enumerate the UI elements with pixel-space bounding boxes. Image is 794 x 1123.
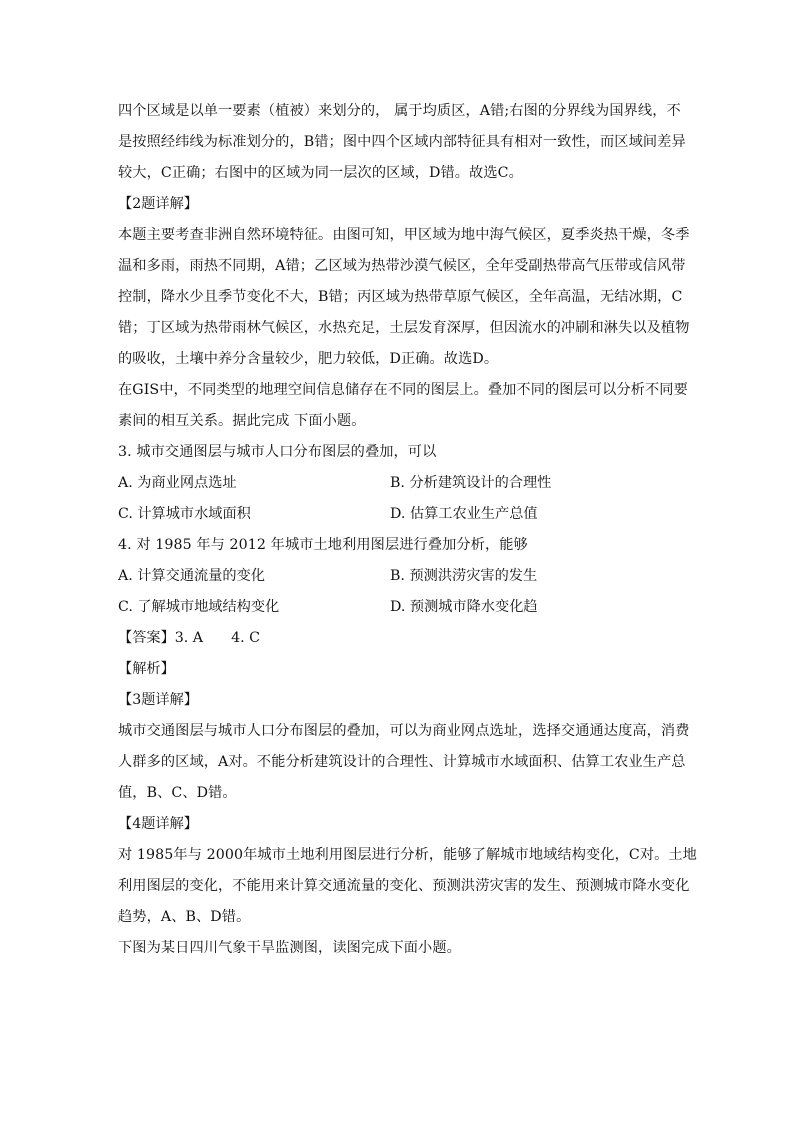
heading-q3-detail: 【3题详解】 bbox=[118, 692, 198, 708]
option-d: D. 预测城市降水变化趋 bbox=[390, 599, 538, 615]
text-line: 温和多雨，雨热不同期，A错；乙区域为热带沙漠气候区，全年受副热带高气压带或信风带 bbox=[118, 258, 686, 274]
option-c: C. 计算城市水域面积 bbox=[118, 506, 251, 522]
text-line: 错；丁区域为热带雨林气候区，水热充足，土层发育深厚，但因流水的冲刷和淋失以及植物 bbox=[118, 320, 690, 336]
text-line: 控制，降水少且季节变化不大，B错；丙区域为热带草原气候区，全年高温，无结冰期，C bbox=[118, 289, 683, 305]
option-a: A. 计算交通流量的变化 bbox=[118, 568, 265, 584]
text-line: 在GIS中，不同类型的地理空间信息储存在不同的图层上。叠加不同的图层可以分析不同要 bbox=[118, 382, 688, 398]
text-line: 趋势，A、B、D错。 bbox=[118, 909, 251, 925]
text-line: 人群多的区域，A对。不能分析建筑设计的合理性、计算城市水域面积、估算工农业生产总 bbox=[118, 754, 686, 770]
document-page bbox=[118, 96, 697, 964]
question-4-options-row bbox=[118, 592, 680, 623]
text-line: 对 1985年与 2000年城市土地利用图层进行分析，能够了解城市地域结构变化，C对。土地 bbox=[118, 847, 697, 863]
question-3-stem: 3. 城市交通图层与城市人口分布图层的叠加，可以 bbox=[118, 444, 437, 460]
answer-3: 3. A bbox=[174, 630, 204, 646]
paragraph-drought-map-intro bbox=[118, 933, 680, 964]
text-line: 的吸收，土壤中养分含量较少，肥力较低，D正确。故选D。 bbox=[118, 351, 499, 367]
text-line: 素间的相互关系。据此完成 下面小题。 bbox=[118, 413, 366, 429]
paragraph-q2-explanation bbox=[118, 220, 690, 375]
paragraph-q3-explanation bbox=[118, 716, 690, 809]
text-line: 值，B、C、D错。 bbox=[118, 785, 237, 801]
paragraph-q4-explanation bbox=[118, 840, 697, 933]
answer-label: 【答案】 bbox=[118, 630, 175, 646]
heading-analysis: 【解析】 bbox=[118, 661, 175, 677]
option-b: B. 分析建筑设计的合理性 bbox=[390, 475, 552, 491]
option-b: B. 预测洪涝灾害的发生 bbox=[390, 568, 538, 584]
text-line: 下图为某日四川气象干旱监测图，读图完成下面小题。 bbox=[118, 940, 461, 956]
paragraph-gis-intro bbox=[118, 375, 688, 437]
text-line: 较大，C正确；右图中的区域为同一层次的区域，D错。故选C。 bbox=[118, 165, 523, 181]
question-4-stem: 4. 对 1985 年与 2012 年城市土地利用图层进行叠加分析，能够 bbox=[118, 537, 528, 553]
answer-line bbox=[118, 623, 680, 654]
question-4-options-row bbox=[118, 561, 680, 592]
option-c: C. 了解城市地域结构变化 bbox=[118, 599, 280, 615]
text-line: 城市交通图层与城市人口分布图层的叠加，可以为商业网点选址，选择交通通达度高，消费 bbox=[118, 723, 690, 739]
option-d: D. 估算工农业生产总值 bbox=[390, 506, 538, 522]
heading-q4-detail: 【4题详解】 bbox=[118, 816, 198, 832]
answer-4: 4. C bbox=[231, 630, 260, 646]
heading-q2-detail: 【2题详解】 bbox=[118, 196, 198, 212]
paragraph-q1-explanation bbox=[118, 96, 686, 189]
text-line: 本题主要考查非洲自然环境特征。由图可知，甲区域为地中海气候区，夏季炎热干燥，冬季 bbox=[118, 227, 690, 243]
question-3-options-row bbox=[118, 499, 680, 530]
option-a: A. 为商业网点选址 bbox=[118, 475, 237, 491]
text-line: 四个区域是以单一要素（植被）来划分的， 属于均质区，A错;右图的分界线为国界线，不 bbox=[118, 103, 681, 119]
text-line: 是按照经纬线为标准划分的，B错；图中四个区域内部特征具有相对一致性，而区域间差异 bbox=[118, 134, 686, 150]
question-3-options-row bbox=[118, 468, 680, 499]
text-line: 利用图层的变化，不能用来计算交通流量的变化、预测洪涝灾害的发生、预测城市降水变化 bbox=[118, 878, 690, 894]
